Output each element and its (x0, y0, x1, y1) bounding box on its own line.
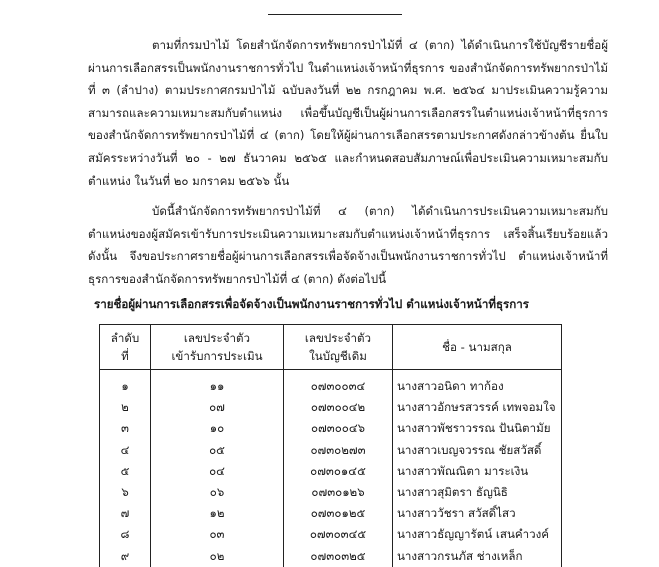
table-row (100, 503, 562, 524)
header-no: ลำดับ ที่ (100, 325, 151, 370)
list-heading: รายชื่อผู้ผ่านการเลือกสรรเพื่อจัดจ้างเป็นพนักงานราชการทั่วไป ตำแหน่งเจ้าหน้าที่ธุรการ (94, 297, 530, 311)
cell-name: นางสาวเบญจวรรณ ชัยสวัสดิ์ (393, 440, 562, 461)
table-row (100, 440, 562, 461)
cell-original-id: ๐๗๓๐๓๔๕ (284, 524, 393, 545)
cell-no: ๖ (100, 482, 151, 503)
cell-name: นางสาวอักษรสวรรค์ เทพจอมใจ (393, 397, 562, 418)
cell-original-id: ๐๗๓๐๑๒๕ (284, 503, 393, 524)
cell-no: ๗ (100, 503, 151, 524)
cell-no: ๔ (100, 440, 151, 461)
cell-original-id: ๐๗๓๐๒๗๓ (284, 440, 393, 461)
cell-name: นางสาวสุมิตรา ธัญนิธิ (393, 482, 562, 503)
cell-no: ๒ (100, 397, 151, 418)
cell-name: นางสาวพัณณิตา มาระเงิน (393, 461, 562, 482)
cell-no: ๕ (100, 461, 151, 482)
cell-no: ๘ (100, 524, 151, 545)
table-row (100, 482, 562, 503)
cell-original-id: ๐๗๓๐๐๓๔ (284, 370, 393, 398)
cell-name: นางสาวธัญญารัตน์ เสนคำวงค์ (393, 524, 562, 545)
cell-name: นางสาวอนิดา ทาก้อง (393, 370, 562, 398)
header-name: ชื่อ - นามสกุล (393, 325, 562, 370)
cell-applicant-id: ๐๓ (151, 524, 284, 545)
cell-original-id: ๐๗๓๐๐๔๒ (284, 397, 393, 418)
cell-original-id: ๐๗๓๐๑๔๕ (284, 461, 393, 482)
cell-name: นางสาวพัชราวรรณ ปันนิตามัย (393, 418, 562, 439)
cell-applicant-id: ๐๔ (151, 461, 284, 482)
cell-applicant-id: ๑๒ (151, 503, 284, 524)
cell-name: นางสาวกรนภัส ช่างเหล็ก (393, 546, 562, 567)
table-row (100, 546, 562, 567)
table-row (100, 461, 562, 482)
cell-applicant-id: ๑๑ (151, 370, 284, 398)
table-row (100, 397, 562, 418)
cell-applicant-id: ๐๒ (151, 546, 284, 567)
cell-applicant-id: ๑๐ (151, 418, 284, 439)
cell-applicant-id: ๐๖ (151, 482, 284, 503)
intro-paragraph-text: ตามที่กรมป่าไม้ โดยสำนักจัดการทรัพยากรป่าไม้ที่ ๔ (ตาก) ได้ดำเนินการใช้บัญชีรายชื่อผู้ผ่านการเลือกสรรเป็นพนักงานราชการทั่วไป ในตำแหน่งเจ้าหน้าที่ธุรการ ของสำนักจัดการทรัพยากรป่าไม้ที่ ๓ (ลำปาง) ตามประกาศกรมป่าไม้ ฉบับลงวันที่ ๒๒ กรกฎาคม พ.ศ. ๒๕๖๔ มาประเมินความรู้ความสามารถและความเหมาะสมกับตำแหน่ง เพื่อขึ้นบัญชีเป็นผู้ผ่านการเลือกสรรในตำแหน่งเจ้าหน้าที่ธุรการ ของสำนักจัดการทรัพยากรป่าไม้ที่ ๔ (ตาก) โดยให้ผู้ผ่านการเลือกสรรตามประกาศดังกล่าวข้างต้น ยื่นใบสมัครระหว่างวันที่ ๒๐ - ๒๗ ธันวาคม ๒๕๖๕ และกำหนดสอบสัมภาษณ์เพื่อประเมินความเหมาะสมกับตำแหน่ง ในวันที่ ๒๐ มกราคม ๒๕๖๖ นั้น (88, 38, 608, 188)
header-original-id: เลขประจำตัว ในบัญชีเดิม (284, 325, 393, 370)
cell-no: ๙ (100, 546, 151, 567)
header-applicant-id: เลขประจำตัว เข้ารับการประเมิน (151, 325, 284, 370)
table-row (100, 418, 562, 439)
cell-original-id: ๐๗๓๐๓๒๕ (284, 546, 393, 567)
result-paragraph (88, 200, 608, 290)
table-row (100, 370, 562, 398)
cell-no: ๓ (100, 418, 151, 439)
table-row (100, 524, 562, 545)
intro-paragraph (88, 34, 608, 192)
cell-original-id: ๐๗๓๐๐๔๖ (284, 418, 393, 439)
cell-name: นางสาววัชรา สวัสดิ์ไสว (393, 503, 562, 524)
cell-applicant-id: ๐๗ (151, 397, 284, 418)
header-divider (268, 14, 402, 15)
cell-original-id: ๐๗๓๐๑๒๖ (284, 482, 393, 503)
candidate-table (99, 324, 562, 567)
table-header-row (100, 325, 562, 370)
result-paragraph-text: บัดนี้สำนักจัดการทรัพยากรป่าไม้ที่ ๔ (ตาก) ได้ดำเนินการประเมินความเหมาะสมกับตำแหน่งของผู้สมัครเข้ารับการประเมินความเหมาะสมกับตำแหน่งเจ้าหน้าที่ธุรการ เสร็จสิ้นเรียบร้อยแล้ว ดังนั้น จึงขอประกาศรายชื่อผู้ผ่านการเลือกสรรเพื่อจัดจ้างเป็นพนักงานราชการทั่วไป ตำแหน่งเจ้าหน้าที่ธุรการของสำนักจัดการทรัพยากรป่าไม้ที่ ๔ (ตาก) ดังต่อไปนี้ (88, 204, 608, 286)
cell-no: ๑ (100, 370, 151, 398)
cell-applicant-id: ๐๕ (151, 440, 284, 461)
